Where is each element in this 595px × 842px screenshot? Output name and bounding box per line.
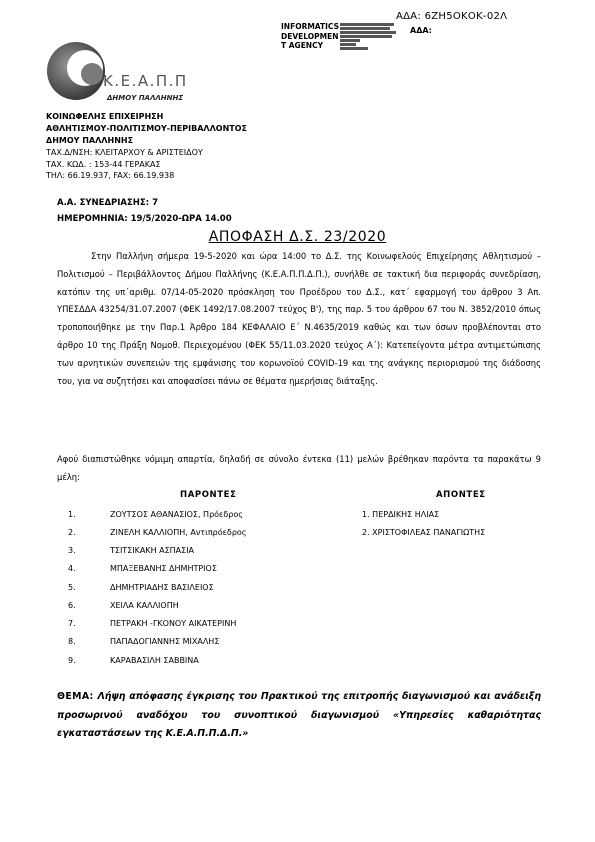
diavgeia-stamp bbox=[281, 22, 339, 51]
present-member-name: ΖΟΥΤΣΟΣ ΑΘΑΝΑΣΙΟΣ, Πρόεδρος bbox=[110, 510, 243, 519]
session-date: ΗΜΕΡΟΜΗΝΙΑ: 19/5/2020-ΩΡΑ 14.00 bbox=[57, 214, 232, 224]
present-member-number: 9. bbox=[68, 656, 76, 665]
absent-member: 2. ΧΡΙΣΤΟΦΙΛΕΑΣ ΠΑΝΑΓΙΩΤΗΣ bbox=[362, 528, 486, 537]
intro-paragraph bbox=[57, 248, 541, 390]
subject-label: ΘΕΜΑ: bbox=[57, 691, 94, 702]
address-phone: ΤΗΛ: 66.19.937, FAX: 66.19.938 bbox=[46, 171, 175, 180]
org-line-3: ΔΗΜΟΥ ΠΑΛΛΗΝΗΣ bbox=[46, 136, 134, 145]
absent-member: 1. ΠΕΡΔΙΚΗΣ ΗΛΙΑΣ bbox=[362, 510, 440, 519]
logo-dot bbox=[81, 63, 103, 85]
decision-title: ΑΠΟΦΑΣΗ Δ.Σ. 23/2020 bbox=[208, 229, 387, 245]
logo-subtitle: ΔΗΜΟΥ ΠΑΛΛΗΝΗΣ bbox=[107, 94, 184, 102]
quorum-paragraph bbox=[57, 451, 541, 487]
present-member-name: ΤΣΙΤΣΙΚΑΚΗ ΑΣΠΑΣΙΑ bbox=[110, 546, 195, 555]
present-member-name: ΠΑΠΑΔΟΓΙΑΝΝΗΣ ΜΙΧΑΛΗΣ bbox=[110, 637, 220, 646]
present-member-name: ΠΕΤΡΑΚΗ -ΓΚΟΝΟΥ ΑΙΚΑΤΕΡΙΝΗ bbox=[110, 619, 237, 628]
present-member-number: 5. bbox=[68, 583, 76, 592]
diavgeia-line-1: INFORMATICS bbox=[281, 22, 339, 31]
diavgeia-fineprint bbox=[340, 22, 396, 51]
keapp-logo-graphic bbox=[45, 40, 185, 106]
org-line-1: ΚΟΙΝΩΦΕΛΗΣ ΕΠΙΧΕΙΡΗΣΗ bbox=[46, 112, 164, 121]
present-member-name: ΚΑΡΑΒΑΣΙΛΗ ΣΑΒΒΙΝΑ bbox=[110, 656, 199, 665]
address-street: ΤΑΧ.Δ/ΝΣΗ: ΚΛΕΙΤΑΡΧΟΥ & ΑΡΙΣΤΕΙΔΟΥ bbox=[46, 148, 203, 157]
quorum-text: Αφού διαπιστώθηκε νόμιμη απαρτία, δηλαδή σε σύνολο έντεκα (11) μελών βρέθηκαν παρόντα τα παρακάτω 9 μέλη: bbox=[57, 454, 541, 482]
logo-name: Κ.Ε.Α.Π.Π. bbox=[103, 72, 185, 90]
session-number: Α.Α. ΣΥΝΕΔΡΙΑΣΗΣ: 7 bbox=[57, 198, 159, 208]
present-member-name: ΧΕΙΛΑ ΚΑΛΛΙΟΠΗ bbox=[110, 601, 179, 610]
absent-header: ΑΠΟΝΤΕΣ bbox=[436, 490, 486, 500]
ada-code: ΑΔΑ: 6ΖΗ5ΟΚΟΚ-02Λ bbox=[396, 11, 508, 22]
diavgeia-line-3: T AGENCY bbox=[281, 41, 324, 50]
present-header: ΠΑΡΟΝΤΕΣ bbox=[180, 490, 237, 500]
present-member-number: 1. bbox=[68, 510, 76, 519]
present-member-number: 3. bbox=[68, 546, 76, 555]
organization-address bbox=[46, 147, 203, 182]
present-member-name: ΖΙΝΕΛΗ ΚΑΛΛΙΟΠΗ, Αντιπρόεδρος bbox=[110, 528, 247, 537]
keapp-logo bbox=[45, 40, 185, 110]
present-member-number: 8. bbox=[68, 637, 76, 646]
present-member-name: ΔΗΜΗΤΡΙΑΔΗΣ ΒΑΣΙΛΕΙΟΣ bbox=[110, 583, 214, 592]
organization-name bbox=[46, 111, 247, 147]
subject-paragraph bbox=[57, 688, 541, 744]
present-member-number: 7. bbox=[68, 619, 76, 628]
subject-text: Λήψη απόφασης έγκρισης του Πρακτικού της επιτροπής διαγωνισμού και ανάδειξη προσωρινού αναδόχου του συνοπτικού διαγωνισμού «Υπηρεσίες καθαριότητας εγκαταστάσεων της Κ.Ε.Α.Π.Π.Δ.Π.» bbox=[57, 691, 542, 739]
present-member-number: 2. bbox=[68, 528, 76, 537]
diavgeia-line-2: DEVELOPMEN bbox=[281, 31, 339, 41]
org-line-2: ΑΘΛΗΤΙΣΜΟΥ-ΠΟΛΙΤΙΣΜΟΥ-ΠΕΡΙΒΑΛΛΟΝΤΟΣ bbox=[46, 124, 247, 133]
present-member-number: 6. bbox=[68, 601, 76, 610]
ada-label: ΑΔΑ: bbox=[410, 26, 432, 35]
address-postal: ΤΑΧ. ΚΩΔ. : 153-44 ΓΕΡΑΚΑΣ bbox=[46, 159, 161, 169]
present-member-number: 4. bbox=[68, 564, 76, 573]
intro-text: Στην Παλλήνη σήμερα 19-5-2020 και ώρα 14:00 το Δ.Σ. της Κοινωφελούς Επιχείρησης Αθλητισμού – Πολιτισμού – Περιβάλλοντος Δήμου Παλλήνης (Κ.Ε.Α.Π.Π.Δ.Π.), συνήλθε σε τακτική δια περιφοράς συνεδρίαση, κατόπιν της υπ΄αριθμ. 07/14-05-2020 πρόσκληση του Προέδρου του Δ.Σ., κατ΄ εφαρμογή του άρθρου 3 Απ. ΥΠΕΣΔΔΑ 43254/31.07.2007 (ΦΕΚ 1492/17.08.2007 τεύχος Β'), της παρ. 5 του άρθρου 67 του Ν. 3852/2010 όπως τροποποιήθηκε με την Παρ.1 Άρθρο 184 ΚΕΦΑΛΑΙΟ Ε΄ Ν.4635/2019 καθώς και των όσων προβλέπονται στο άρθρο 10 της Πράξη Νομοθ. Περιεχομένου (ΦΕΚ 55/11.03.2020 τεύχος Α΄): Κατεπείγοντα μέτρα αντιμετώπισης των αρνητικών συνεπειών της εμφάνισης του κορωνοϊού COVID-19 και της ανάγκης περιορισμού της διάδοσης του, για να συζητήσει και αποφασίσει πάνω σε θέματα ημερήσιας διάταξης. bbox=[57, 251, 541, 386]
present-member-name: ΜΠΑΞΕΒΑΝΗΣ ΔΗΜΗΤΡΙΟΣ bbox=[110, 564, 217, 573]
meeting-info bbox=[57, 195, 232, 227]
